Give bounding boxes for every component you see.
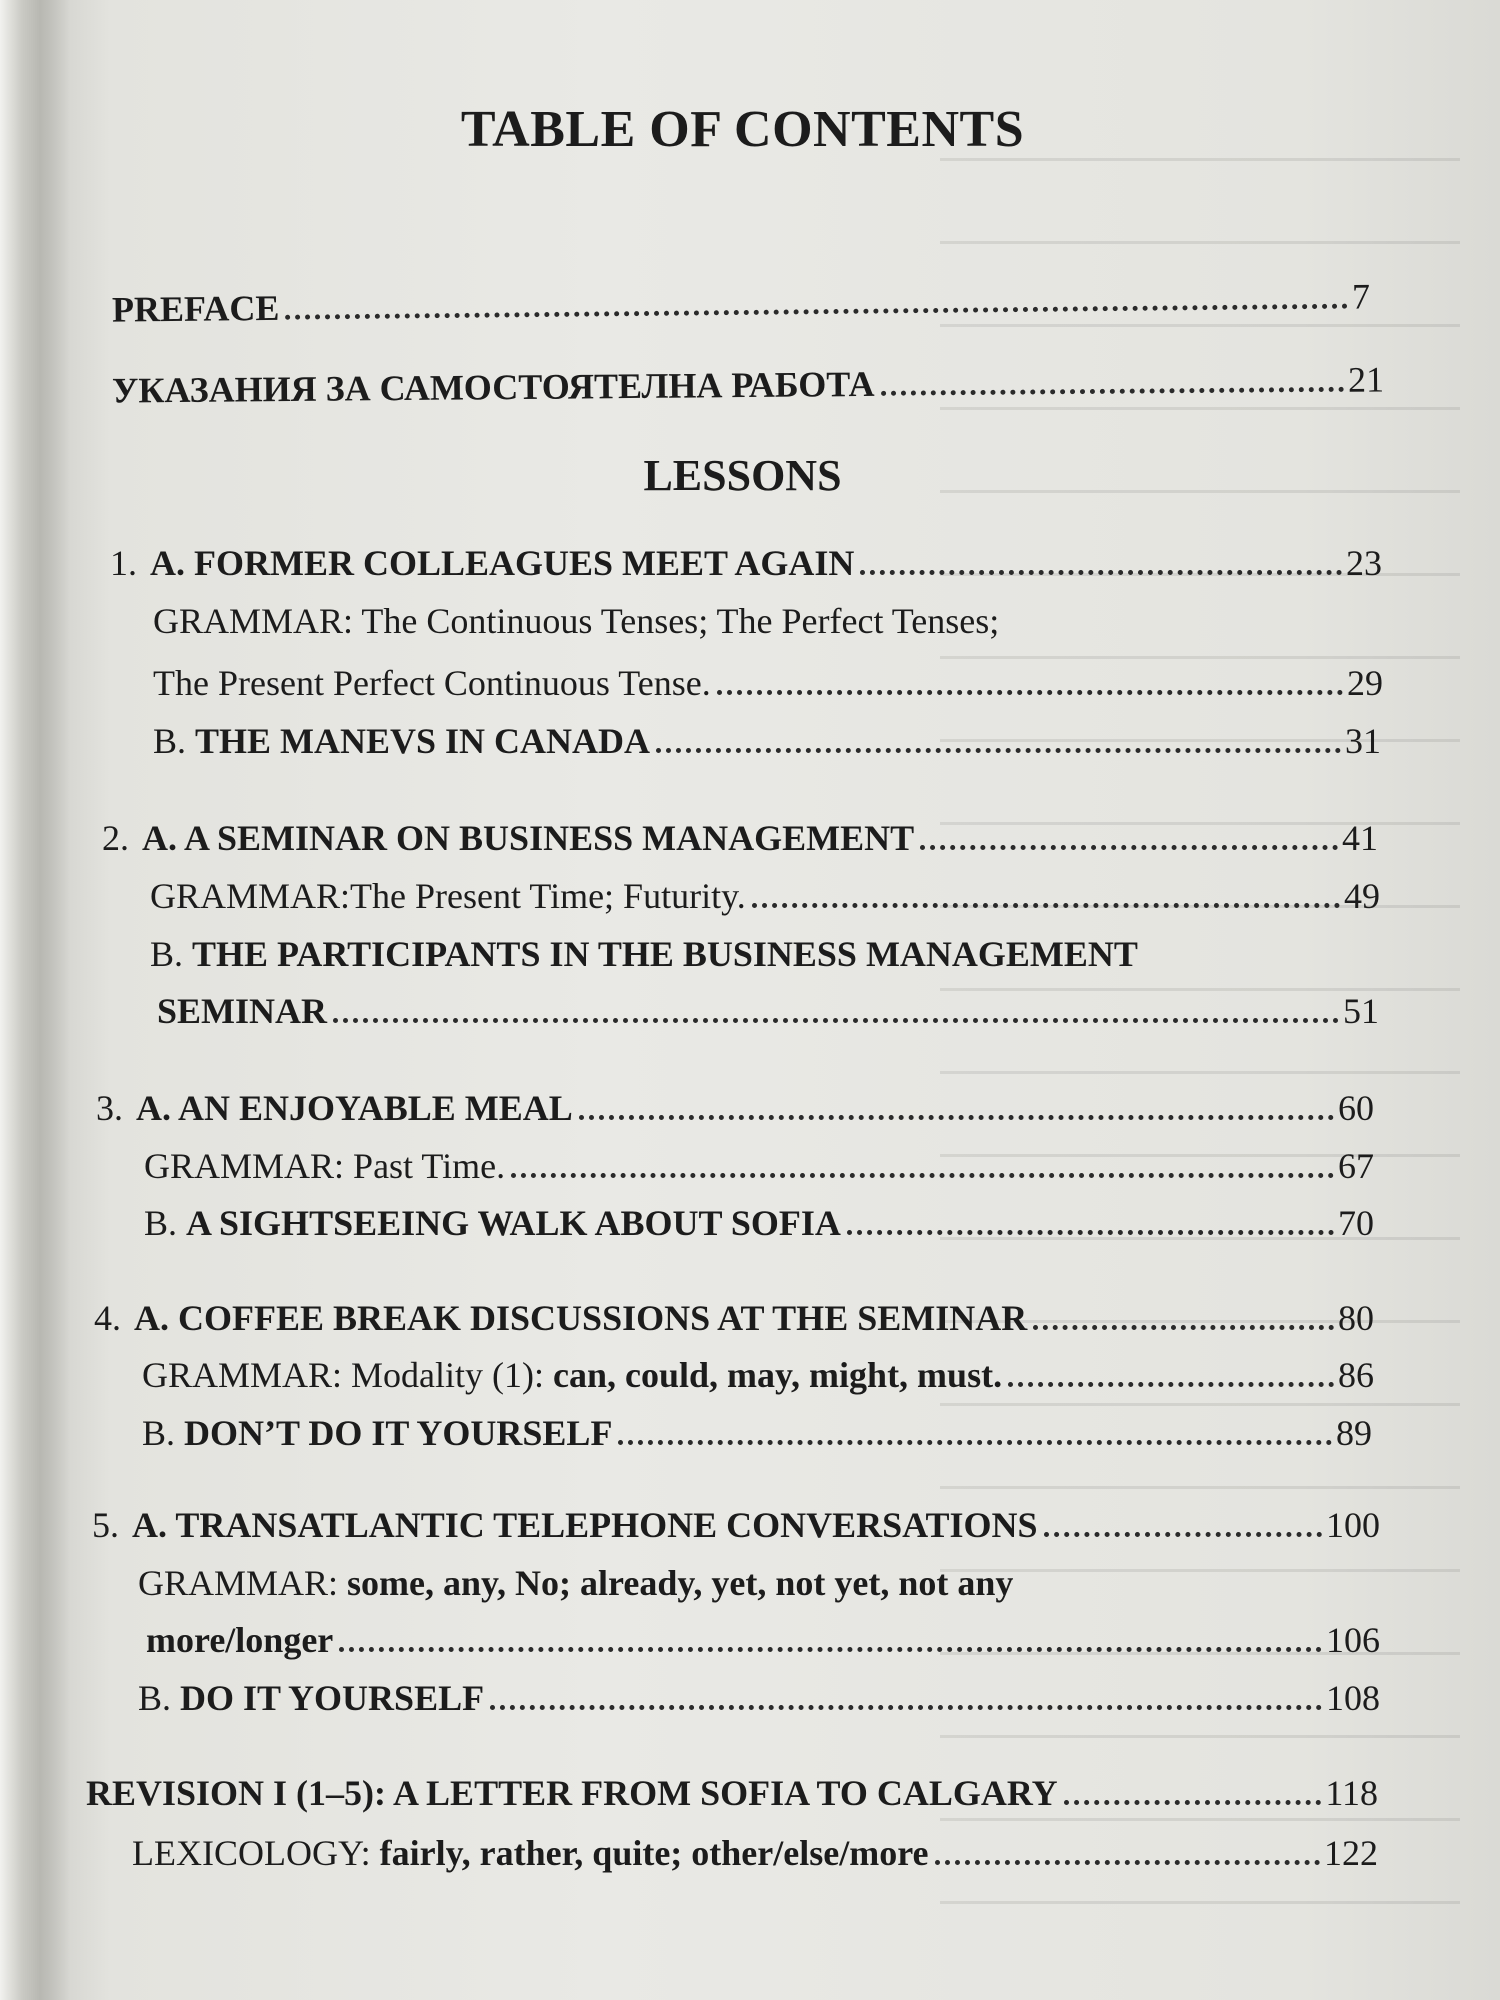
dot-leader [1008, 1382, 1334, 1387]
dot-leader [511, 1173, 1334, 1178]
page-number: 122 [1324, 1833, 1378, 1873]
lesson-1-a [110, 540, 1382, 586]
lexicology-text: fairly, rather, quite; other/else/more [379, 1833, 929, 1873]
page-number: 21 [1347, 359, 1385, 400]
page-number: 70 [1338, 1203, 1374, 1243]
page-number: 49 [1344, 876, 1380, 916]
page-title: TABLE OF CONTENTS [460, 101, 1025, 158]
dot-leader [920, 845, 1338, 850]
entry-label: REVISION I (1–5): A LETTER FROM SOFIA TO CALGARY [86, 1773, 1058, 1813]
lesson-4-grammar [142, 1352, 1374, 1398]
lesson-5-b: B. DO IT YOURSELF 108 [138, 1675, 1380, 1721]
page-number: 51 [1343, 991, 1379, 1031]
dot-leader [579, 1115, 1334, 1120]
grammar-keyword: GRAMMAR: [142, 1355, 343, 1395]
page-number: 23 [1346, 543, 1382, 583]
grammar-text: Modality (1): [342, 1355, 554, 1395]
dot-leader [860, 570, 1342, 575]
lesson-5-grammar-line1 [138, 1560, 1013, 1606]
grammar-text: Past Time. [344, 1146, 506, 1186]
page-number: 86 [1338, 1355, 1374, 1395]
entry-label: A. TRANSATLANTIC TELEPHONE CONVERSATIONS [132, 1505, 1038, 1545]
dot-leader [1064, 1800, 1322, 1805]
page-number: 80 [1338, 1298, 1374, 1338]
lesson-1-b: B. THE MANEVS IN CANADA 31 [153, 718, 1381, 764]
entry-label: A. AN ENJOYABLE MEAL [136, 1088, 573, 1128]
lesson-number: 1. [110, 543, 137, 583]
grammar-modals: can, could, may, might, must. [553, 1355, 1003, 1395]
dot-leader [717, 690, 1343, 695]
grammar-text: some, any, No; already, yet, not yet, not any [338, 1563, 1014, 1603]
entry-label: DO IT YOURSELF [180, 1678, 485, 1718]
dot-leader [847, 1230, 1334, 1235]
entry-label: PREFACE [111, 287, 280, 330]
page-number: 89 [1336, 1413, 1372, 1453]
page-number: 106 [1326, 1620, 1380, 1660]
toc-entry-instructions [112, 356, 1384, 413]
entry-label: THE PARTICIPANTS IN THE BUSINESS MANAGEMENT [192, 934, 1138, 974]
lesson-1-grammar [153, 660, 1383, 706]
page-number: 41 [1342, 818, 1378, 858]
dot-leader [1033, 1325, 1334, 1330]
page-number: 7 [1351, 276, 1371, 317]
dot-leader [285, 304, 1348, 320]
lesson-2-grammar [150, 873, 1380, 919]
entry-label: A. COFFEE BREAK DISCUSSIONS AT THE SEMINAR [134, 1298, 1028, 1338]
lesson-4-b: B. DON’T DO IT YOURSELF 89 [142, 1410, 1372, 1456]
grammar-text-continued: more/longer [146, 1620, 334, 1660]
entry-label: A. A SEMINAR ON BUSINESS MANAGEMENT [142, 818, 915, 858]
lesson-number: 3. [96, 1088, 123, 1128]
lesson-1-grammar-line1 [153, 598, 999, 644]
grammar-text: The Present Perfect Continuous Tense. [153, 663, 711, 703]
dot-leader [1044, 1532, 1322, 1537]
lesson-3-grammar [144, 1143, 1374, 1189]
dot-leader [339, 1647, 1322, 1652]
lesson-5-a [92, 1502, 1380, 1548]
lexicology-keyword: LEXICOLOGY: [132, 1833, 371, 1873]
page-number: 31 [1345, 721, 1381, 761]
lesson-3-b: B. A SIGHTSEEING WALK ABOUT SOFIA 70 [144, 1200, 1374, 1246]
grammar-keyword: GRAMMAR: [138, 1563, 339, 1603]
lesson-2-b [157, 988, 1379, 1034]
toc-entry-lexicology [132, 1830, 1378, 1876]
page-binding-edge [0, 0, 70, 2000]
section-heading-lessons: LESSONS [643, 451, 842, 500]
page-number: 67 [1338, 1146, 1374, 1186]
dot-leader [881, 387, 1344, 396]
entry-label: УКАЗАНИЯ ЗА САМОСТОЯТЕЛНА РАБОТА [111, 363, 875, 411]
dot-leader [333, 1018, 1339, 1023]
dot-leader [752, 903, 1340, 908]
entry-label: A SIGHTSEEING WALK ABOUT SOFIA [186, 1203, 841, 1243]
page-number: 100 [1326, 1505, 1380, 1545]
page-number: 108 [1326, 1678, 1380, 1718]
lesson-number: 4. [94, 1298, 121, 1338]
grammar-text: The Continuous Tenses; The Perfect Tenses; [353, 601, 1000, 641]
entry-label-continued: SEMINAR [157, 991, 328, 1031]
page-number: 60 [1338, 1088, 1374, 1128]
dot-leader [490, 1705, 1322, 1710]
lesson-4-a [94, 1295, 1374, 1341]
lesson-2-a [102, 815, 1378, 861]
entry-label: THE MANEVS IN CANADA [195, 721, 651, 761]
entry-label: DON’T DO IT YOURSELF [184, 1413, 613, 1453]
grammar-keyword: GRAMMAR: [153, 601, 354, 641]
lesson-number: 5. [92, 1505, 119, 1545]
lesson-number: 2. [102, 818, 129, 858]
grammar-keyword: GRAMMAR: [144, 1146, 345, 1186]
lesson-5-grammar [146, 1617, 1380, 1663]
toc-entry-revision [86, 1770, 1378, 1816]
toc-entry-preface [112, 273, 1370, 332]
dot-leader [935, 1860, 1320, 1865]
grammar-text: The Present Time; Futurity. [350, 876, 746, 916]
dot-leader [618, 1440, 1332, 1445]
lesson-3-a [96, 1085, 1374, 1131]
page-number: 118 [1325, 1773, 1378, 1813]
page-number: 29 [1347, 663, 1383, 703]
dot-leader [656, 748, 1341, 753]
grammar-keyword: GRAMMAR: [150, 876, 351, 916]
entry-label: A. FORMER COLLEAGUES MEET AGAIN [150, 543, 855, 583]
lesson-2-b-line1: B. THE PARTICIPANTS IN THE BUSINESS MANAGEMENT [150, 934, 1138, 974]
